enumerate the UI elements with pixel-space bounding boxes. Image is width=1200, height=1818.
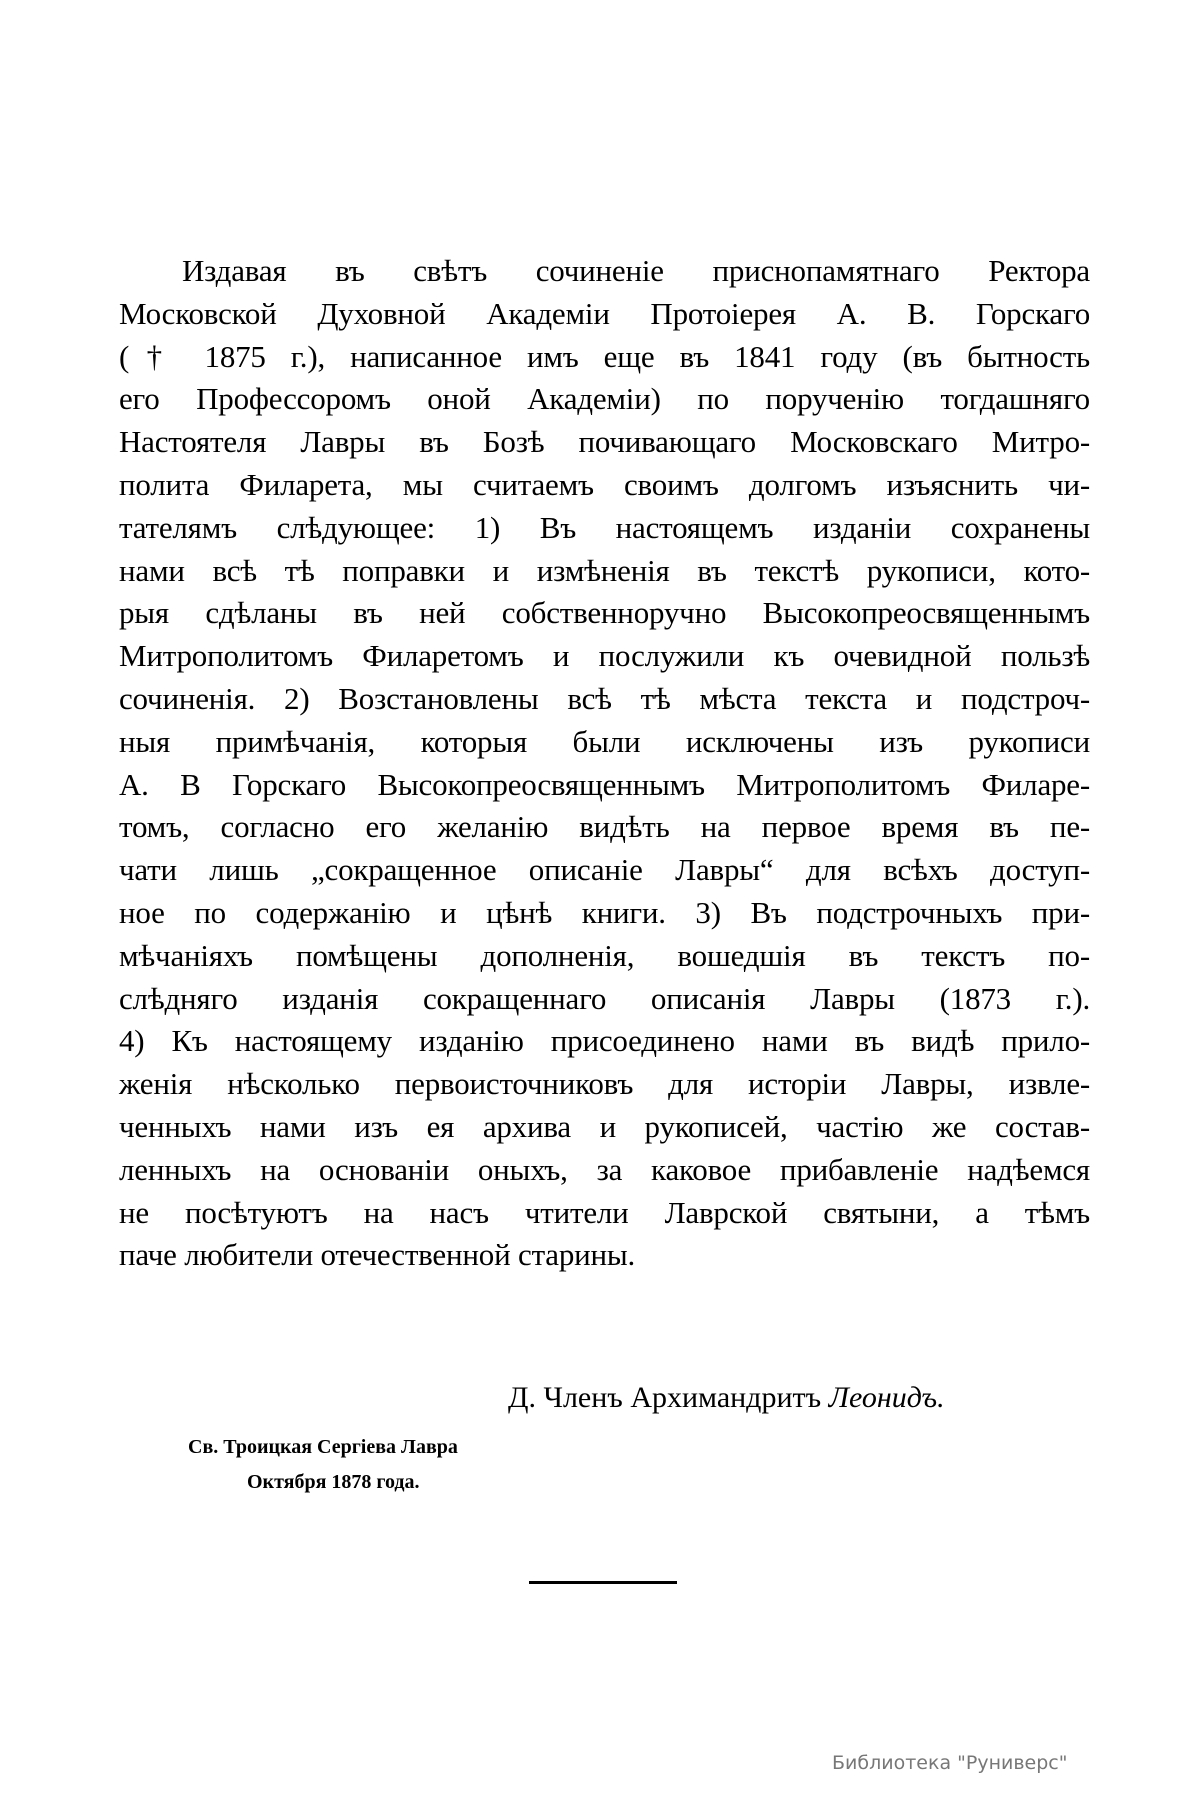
text-line: ченныхъ нами изъ ея архива и рукописей, частію же состав-	[119, 1108, 1090, 1144]
text-line: Митрополитомъ Филаретомъ и послужили къ очевидной пользѣ	[119, 638, 1090, 674]
text-line: Издавая въ свѣтъ сочиненіе приснопамятнаго Ректора	[182, 253, 1090, 288]
text-line: Московской Духовной Академіи Протоіерея А. В. Горскаго	[119, 295, 1090, 331]
text-line: рыя сдѣланы въ ней собственноручно Высокопреосвященнымъ	[119, 595, 1090, 631]
text-line: († 1875 г.), написанное имъ еще въ 1841 году (въ бытность	[119, 338, 1090, 374]
text-line: Настоятеля Лавры въ Бозѣ почивающаго Московскаго Митро-	[119, 424, 1090, 460]
date: Октября 1878 года.	[247, 1471, 420, 1493]
preface-paragraph	[119, 250, 1090, 1277]
text-line: мѣчаніяхъ помѣщены дополненія, вошедшія въ текстъ по-	[119, 937, 1090, 973]
text-line: женія нѣсколько первоисточниковъ для исторіи Лавры, извле-	[119, 1066, 1090, 1102]
signature-title: Д. Членъ Архимандритъ	[508, 1381, 822, 1414]
text-line: сочиненія. 2) Возстановлены всѣ тѣ мѣста текста и подстроч-	[119, 680, 1090, 716]
text-line: тателямъ слѣдующее: 1) Въ настоящемъ изданіи сохранены	[119, 509, 1090, 545]
text-line: его Профессоромъ оной Академіи) по порученію тогдашняго	[119, 381, 1090, 417]
text-line: ныя примѣчанія, которыя были исключены изъ рукописи	[119, 723, 1090, 759]
signature-name: Леонидъ.	[828, 1381, 945, 1414]
signature	[508, 1378, 945, 1418]
text-line: слѣдняго изданія сокращеннаго описанія Лавры (1873 г.).	[119, 980, 1090, 1016]
text-line: нами всѣ тѣ поправки и измѣненія въ текстѣ рукописи, кото-	[119, 552, 1090, 588]
text-line: ленныхъ на основаніи оныхъ, за каковое прибавленіе надѣемся	[119, 1151, 1090, 1187]
text-line: паче любители отечественной старины.	[119, 1237, 636, 1273]
text-line: чати лишь „сокращенное описаніе Лавры“ для всѣхъ доступ-	[119, 852, 1090, 888]
text-line: ное по содержанію и цѣнѣ книги. 3) Въ подстрочныхъ при-	[119, 894, 1090, 930]
text-line: не посѣтуютъ на насъ чтители Лаврской святыни, а тѣмъ	[119, 1194, 1090, 1230]
place: Св. Троицкая Сергіева Лавра	[188, 1436, 458, 1458]
library-watermark: Библиотека "Руниверс"	[832, 1752, 1068, 1774]
text-line: полита Филарета, мы считаемъ своимъ долгомъ изъяснить чи-	[119, 466, 1090, 502]
text-line: А. В Горскаго Высокопреосвященнымъ Митрополитомъ Филаре-	[119, 766, 1090, 802]
text-line: 4) Къ настоящему изданію присоединено нами въ видѣ прило-	[119, 1023, 1090, 1059]
section-divider	[529, 1581, 677, 1584]
place-and-date	[188, 1430, 458, 1500]
text-line: томъ, согласно его желанію видѣть на первое время въ пе-	[119, 809, 1090, 845]
